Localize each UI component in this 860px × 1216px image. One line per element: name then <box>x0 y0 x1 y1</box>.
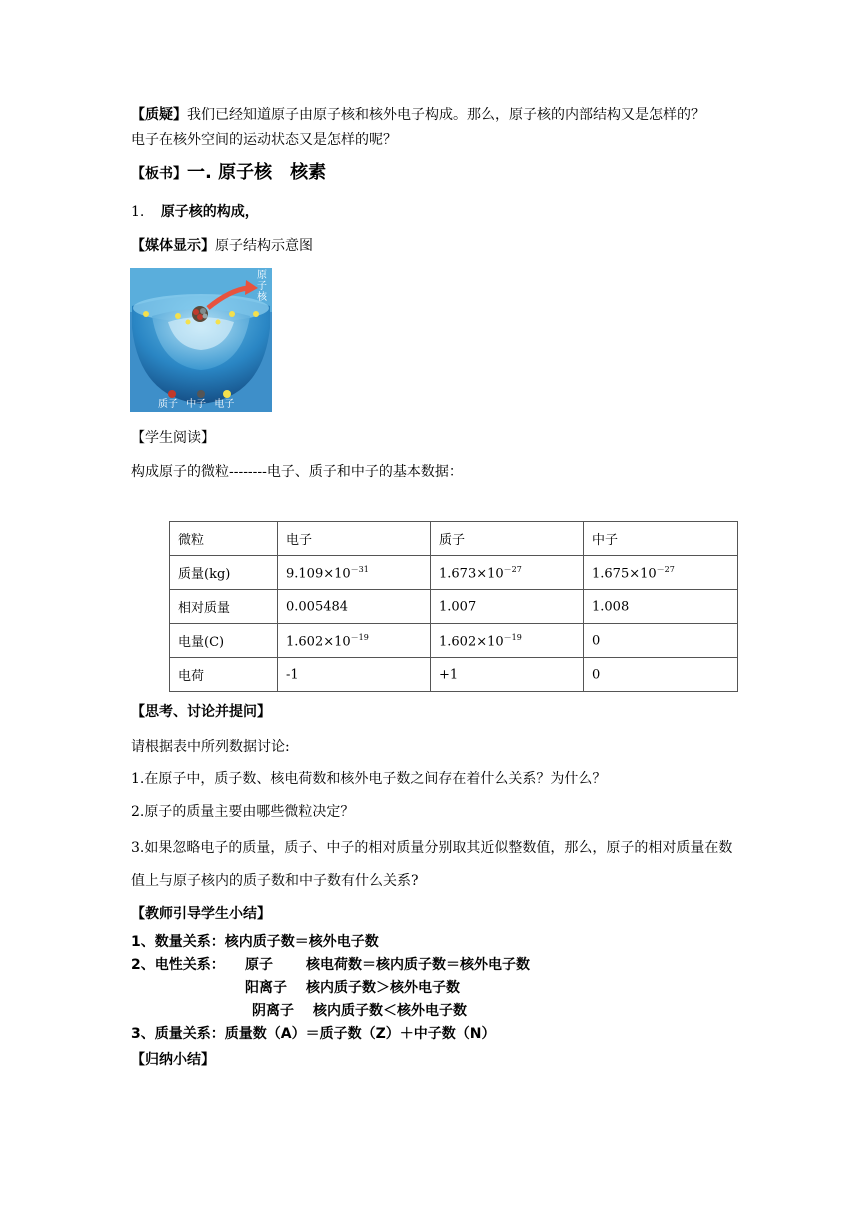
table-header-row <box>170 522 738 556</box>
board-tag: 【板书】 <box>131 166 187 182</box>
discuss-heading: 【思考、讨论并提问】 <box>131 704 271 720</box>
question-tag: 【质疑】 <box>131 107 187 123</box>
board-title: 一. 原子核 核素 <box>187 162 327 183</box>
row-label: 相对质量 <box>170 590 278 624</box>
particle-data-table <box>169 521 738 692</box>
discuss-question-2: 2.原子的质量主要由哪些微粒决定？ <box>131 804 355 820</box>
summary-cation-relation: 核内质子数＞核外电子数 <box>306 980 460 996</box>
question-line-2: 电子在核外空间的运动状态又是怎样的呢？ <box>131 132 397 148</box>
table-header-cell: 质子 <box>431 522 584 556</box>
summary-anion-name: 阴离子 <box>252 1003 294 1019</box>
row-label: 电荷 <box>170 658 278 692</box>
discuss-question-3: 3.如果忽略电子的质量，质子、中子的相对质量分别取其近似整数值，那么，原子的相对质量在数值上与原子核内的质子数和中子数有什么关系? <box>131 840 733 889</box>
media-line <box>131 236 313 256</box>
discuss-question-1: 1.在原子中，质子数、核电荷数和核外电子数之间存在着什么关系？为什么？ <box>131 771 607 787</box>
discuss-intro: 请根据表中所列数据讨论: <box>131 739 290 755</box>
summary-atom-relation: 核电荷数＝核内质子数＝核外电子数 <box>306 957 530 973</box>
table-cell: $1.602\times 10^{-19}$ <box>431 624 584 658</box>
table-header-cell: 中子 <box>584 522 738 556</box>
nucleus-label: 原子核 <box>257 270 267 303</box>
figure-legend <box>158 399 234 411</box>
row-label: 电量(C) <box>170 624 278 658</box>
conclude-heading: 【归纳小结】 <box>131 1052 215 1068</box>
table-cell: 1.007 <box>431 590 584 624</box>
media-text: 原子结构示意图 <box>215 238 313 254</box>
item-1-text: 原子核的构成， <box>160 204 259 220</box>
table-cell: 0.005484 <box>278 590 431 624</box>
table-cell: 0 <box>584 624 738 658</box>
table-cell: 1.008 <box>584 590 738 624</box>
reading-text: 构成原子的微粒--------电子、质子和中子的基本数据： <box>131 464 463 480</box>
summary-cation-name: 阳离子 <box>245 980 287 996</box>
item-1-number: 1. <box>131 204 145 220</box>
table-cell: $1.675\times 10^{-27}$ <box>584 556 738 590</box>
question-text-1: 我们已经知道原子由原子核和核外电子构成。那么，原子核的内部结构又是怎样的？ <box>187 107 705 123</box>
reading-heading: 【学生阅读】 <box>131 430 215 446</box>
board-heading <box>131 160 326 187</box>
legend-proton: 质子 <box>158 399 178 410</box>
summary-anion-relation: 核内质子数＜核外电子数 <box>313 1003 467 1019</box>
atom-structure-illustration <box>130 268 272 412</box>
atom-structure-figure <box>130 268 272 412</box>
legend-electron: 电子 <box>214 399 235 410</box>
summary-line-3: 3、质量关系：质量数（A）＝质子数（Z）＋中子数（N） <box>131 1026 496 1042</box>
legend-neutron: 中子 <box>186 399 207 410</box>
table-row <box>170 556 738 590</box>
summary-line-2-prefix: 2、电性关系： <box>131 957 225 973</box>
media-tag: 【媒体显示】 <box>131 238 215 254</box>
table-header-cell: 电子 <box>278 522 431 556</box>
table-header-cell: 微粒 <box>170 522 278 556</box>
summary-heading: 【教师引导学生小结】 <box>131 906 271 922</box>
item-1 <box>131 202 259 222</box>
question-line-1 <box>131 105 705 125</box>
table-row <box>170 624 738 658</box>
summary-atom-name: 原子 <box>245 957 273 973</box>
table-cell: +1 <box>431 658 584 692</box>
table-cell: $1.602\times 10^{-19}$ <box>278 624 431 658</box>
table-cell: -1 <box>278 658 431 692</box>
row-label: 质量(kg) <box>170 556 278 590</box>
table-row <box>170 658 738 692</box>
summary-line-1: 1、数量关系：核内质子数＝核外电子数 <box>131 934 379 950</box>
table-cell: 0 <box>584 658 738 692</box>
table-cell: $1.673\times 10^{-27}$ <box>431 556 584 590</box>
table-row <box>170 590 738 624</box>
table-cell: $9.109\times 10^{-31}$ <box>278 556 431 590</box>
